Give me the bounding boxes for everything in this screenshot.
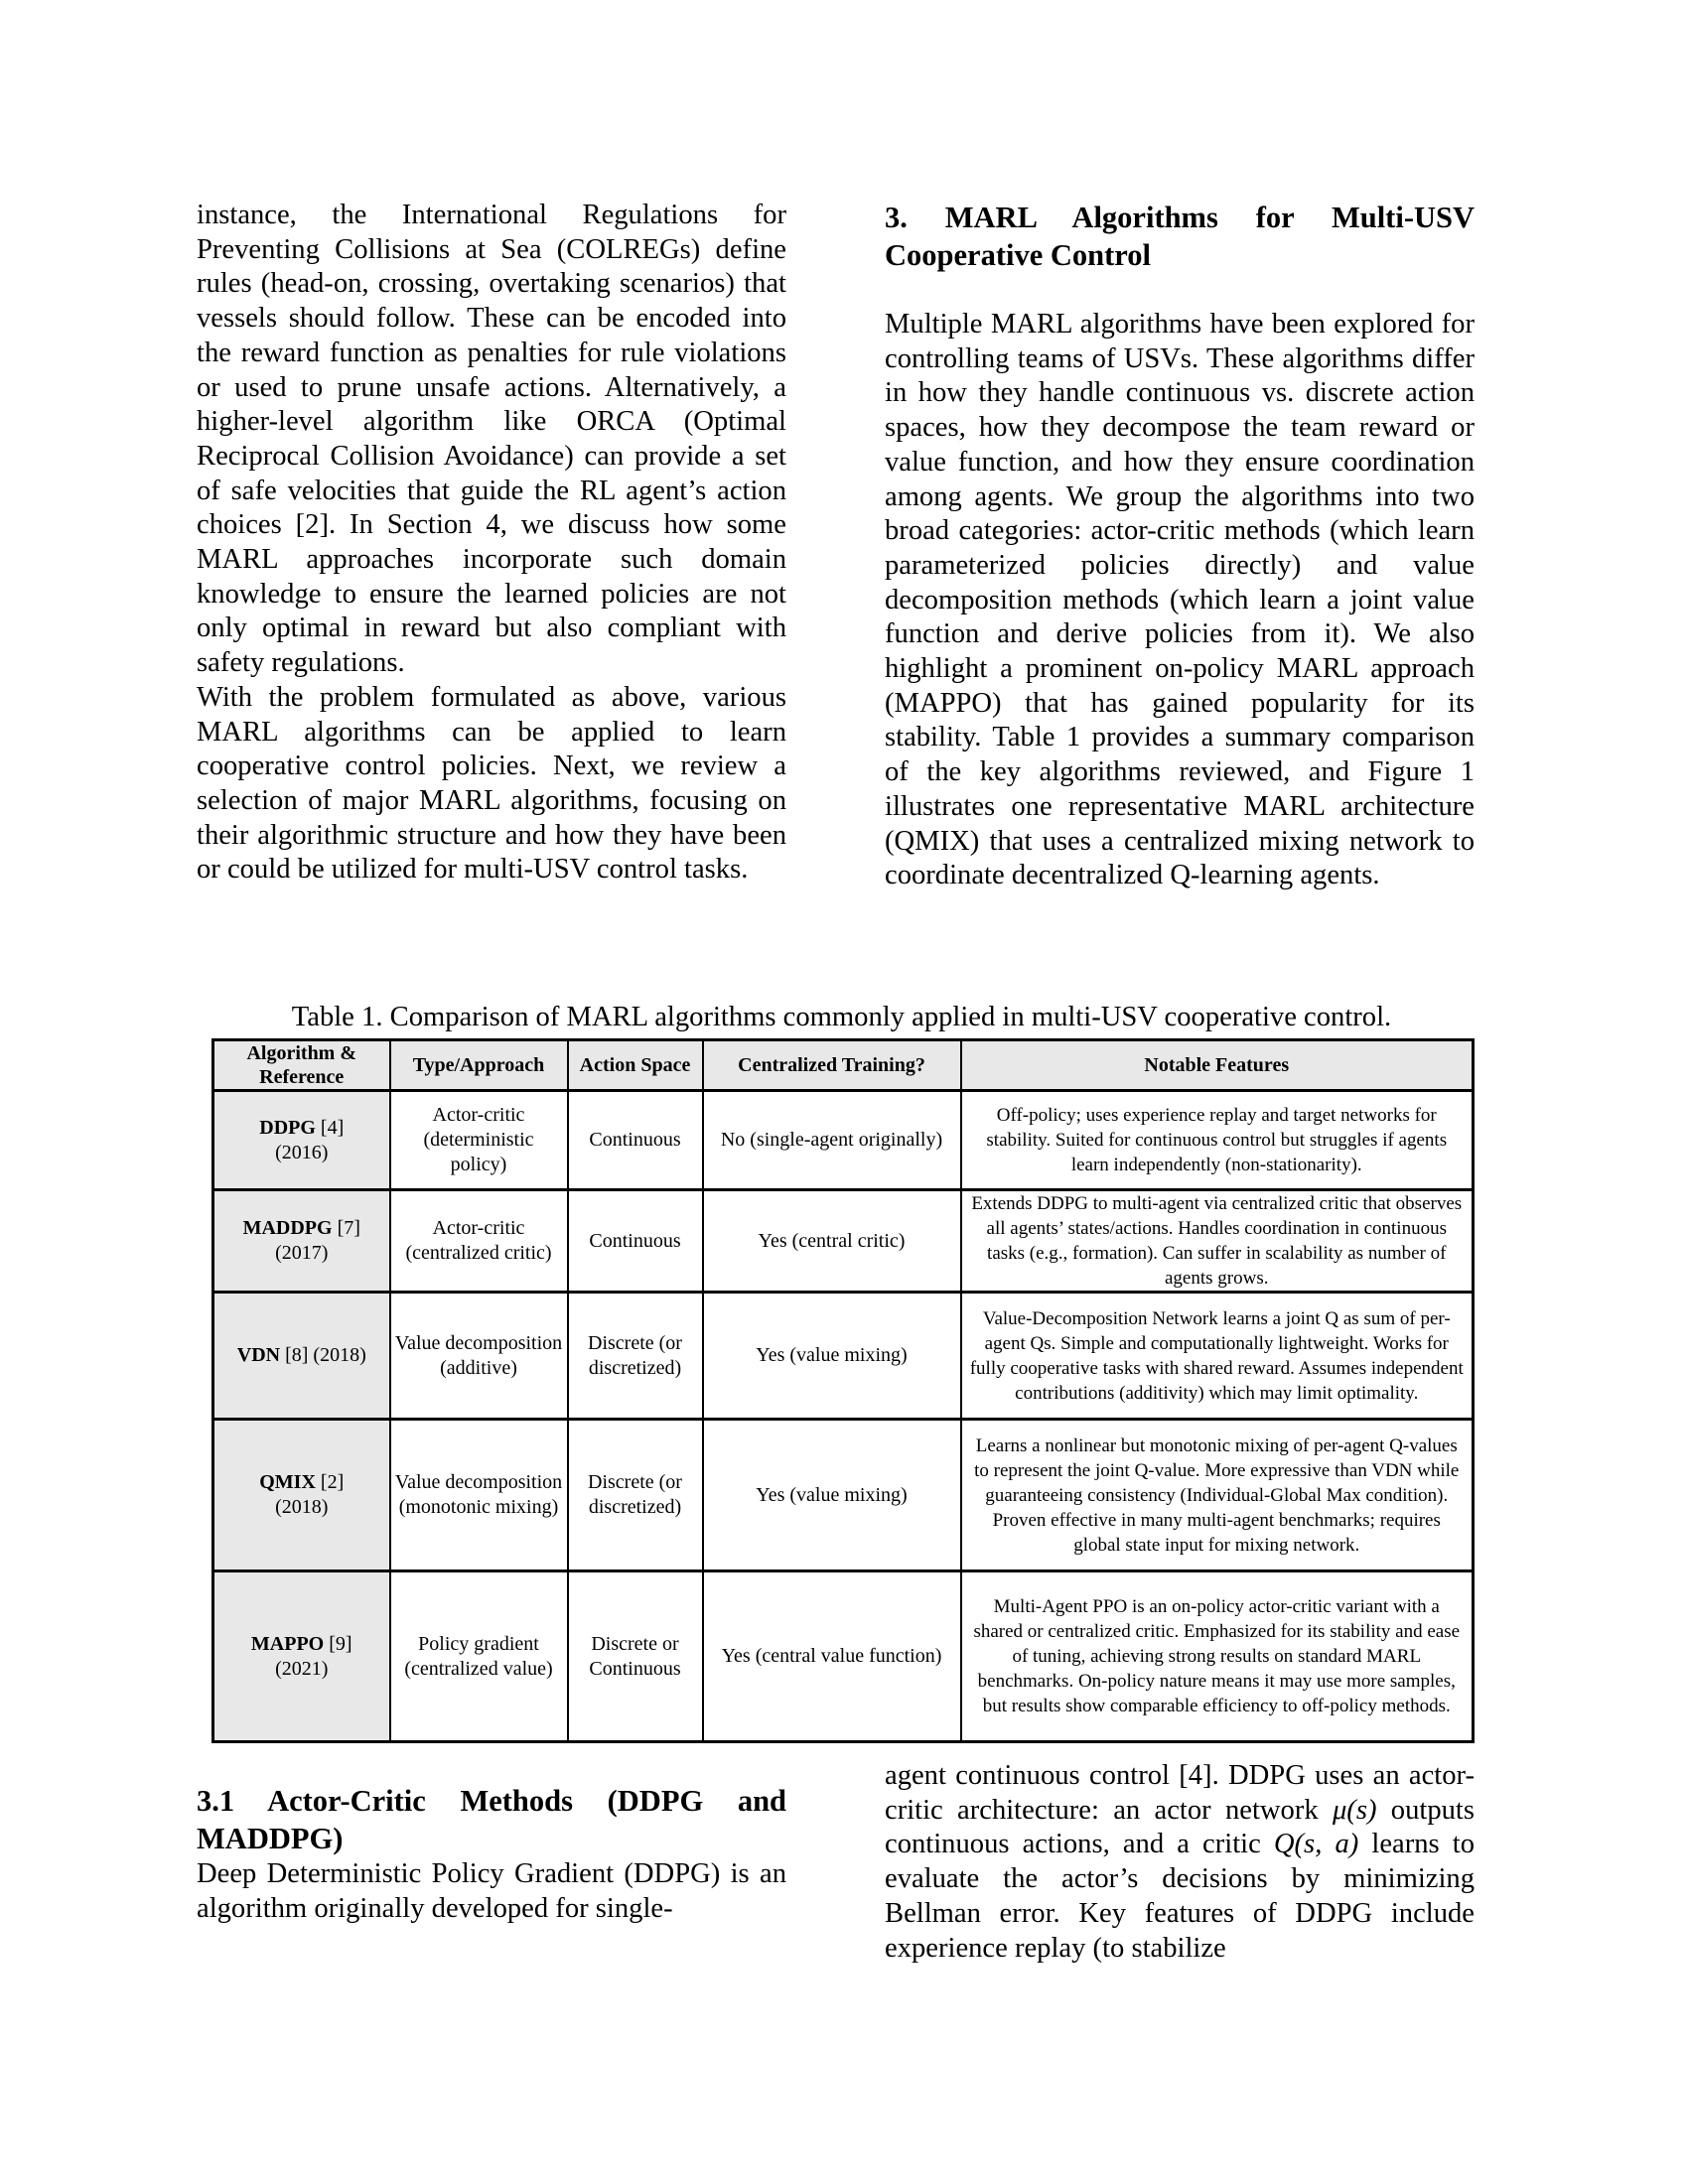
centralized-cell: Yes (value mixing): [703, 1293, 961, 1420]
features-cell: Off-policy; uses experience replay and target networks for stability. Suited for continuous control but struggles if agents learn independently (non-stationarity).: [961, 1091, 1474, 1190]
table-body: [213, 1091, 1474, 1742]
math-actor: μ(s): [1332, 1794, 1377, 1826]
spacer: [885, 274, 1475, 308]
table-row: [213, 1091, 1474, 1190]
algorithm-year: (2018): [275, 1496, 329, 1518]
algorithm-cell: [213, 1571, 390, 1742]
type-cell: Actor-critic (centralized critic): [390, 1190, 568, 1293]
algorithm-name: QMIX: [259, 1471, 316, 1493]
table-row: [213, 1293, 1474, 1420]
algorithm-cell: [213, 1420, 390, 1571]
right-column-bottom: [885, 1759, 1475, 1966]
features-cell: Value-Decomposition Network learns a joint Q as sum of per-agent Qs. Simple and computationally lightweight. Works for fully cooperative tasks with shared reward. Assumes independent contributions (additivity) which may limit optimality.: [961, 1293, 1474, 1420]
left-column-bottom: [197, 1782, 786, 1926]
column-header: Type/Approach: [390, 1040, 568, 1091]
features-cell: Learns a nonlinear but monotonic mixing of per-agent Q-values to represent the joint Q-value. More expressive than VDN while guaranteeing consistency (Individual-Global Max condition). Proven effective in many multi-agent benchmarks; requires global state input for mixing network.: [961, 1420, 1474, 1571]
left-column-top: [197, 199, 786, 887]
section-heading: 3. MARL Algorithms for Multi-USV Cooperative Control: [885, 201, 1475, 272]
table-caption: Table 1. Comparison of MARL algorithms commonly applied in multi-USV cooperative control.: [291, 1002, 1392, 1032]
centralized-cell: No (single-agent originally): [703, 1091, 961, 1190]
table-row: [213, 1190, 1474, 1293]
table-row: [213, 1571, 1474, 1742]
column-header: Action Space: [568, 1040, 703, 1091]
algorithm-cell: [213, 1091, 390, 1190]
action-space-cell: Continuous: [568, 1190, 703, 1293]
action-space-cell: Discrete (or discretized): [568, 1293, 703, 1420]
math-critic: Q(s, a): [1273, 1829, 1359, 1860]
subsection-heading: 3.1 Actor-Critic Methods (DDPG and MADDPG): [197, 1784, 786, 1855]
column-header: Algorithm & Reference: [213, 1040, 390, 1091]
type-cell: Value decomposition (additive): [390, 1293, 568, 1420]
body-paragraph: With the problem formulated as above, various MARL algorithms can be applied to learn cooperative control policies. Next, we review a selection of major MARL algorithms, focusing on their algorithmic structure and how they have been or could be utilized for multi-USV control tasks.: [197, 681, 786, 886]
algorithm-name: VDN: [236, 1344, 281, 1366]
algorithm-ref: [8] (2018): [280, 1344, 366, 1366]
algorithm-year: (2021): [275, 1657, 329, 1680]
action-space-cell: Continuous: [568, 1091, 703, 1190]
algorithm-name: DDPG: [259, 1116, 316, 1139]
algorithm-ref: [4]: [315, 1116, 345, 1139]
type-cell: Value decomposition (monotonic mixing): [390, 1420, 568, 1571]
body-paragraph: Multiple MARL algorithms have been explored for controlling teams of USVs. These algorithms differ in how they handle continuous vs. discrete action spaces, how they decompose the team reward or value function, and how they ensure coordination among agents. We group the algorithms into two broad categories: actor-critic methods (which learn parameterized policies directly) and value decomposition methods (which learn a joint value function and derive policies from it). We also highlight a prominent on-policy MARL approach (MAPPO) that has gained popularity for its stability. Table 1 provides a summary comparison of the key algorithms reviewed, and Figure 1 illustrates one representative MARL architecture (QMIX) that uses a centralized mixing network to coordinate decentralized Q-learning agents.: [885, 309, 1475, 891]
type-cell: Policy gradient (centralized value): [390, 1571, 568, 1742]
text-run: agent continuous control [4]. DDPG uses an actor-critic architecture: an actor network: [885, 1760, 1475, 1826]
right-column-top: [885, 199, 1475, 893]
table-header-row: [213, 1040, 1474, 1091]
algorithm-ref: [9]: [324, 1632, 352, 1655]
column-header: Centralized Training?: [703, 1040, 961, 1091]
algorithm-cell: [213, 1190, 390, 1293]
features-cell: Extends DDPG to multi-agent via centralized critic that observes all agents’ states/actions. Handles coordination in continuous tasks (e.g., formation). Can suffer in scalability as number of agents grows.: [961, 1190, 1474, 1293]
algorithm-ref: [2]: [315, 1471, 345, 1493]
action-space-cell: Discrete or Continuous: [568, 1571, 703, 1742]
features-cell: Multi-Agent PPO is an on-policy actor-critic variant with a shared or centralized critic. Emphasized for its stability and ease of tuning, achieving strong results on standard MARL benchmarks. On-policy nature means it may use more samples, but results show comparable efficiency to off-policy methods.: [961, 1571, 1474, 1742]
body-paragraph: instance, the International Regulations for Preventing Collisions at Sea (COLREGs) define rules (head-on, crossing, overtaking scenarios) that vessels should follow. These can be encoded into the reward function as penalties for rule violations or used to prune unsafe actions. Alternatively, a higher-level algorithm like ORCA (Optimal Reciprocal Collision Avoidance) can provide a set of safe velocities that guide the RL agent’s action choices [2]. In Section 4, we discuss how some MARL approaches incorporate such domain knowledge to ensure the learned policies are not only optimal in reward but also compliant with safety regulations.: [197, 200, 786, 679]
body-paragraph: [885, 1759, 1475, 1966]
text-run: outputs continuous actions, and a critic: [885, 1794, 1475, 1860]
action-space-cell: Discrete (or discretized): [568, 1420, 703, 1571]
algorithm-year: (2017): [275, 1242, 329, 1264]
algorithm-ref: [7]: [332, 1217, 360, 1239]
text-run: learns to evaluate the actor’s decisions by minimizing Bellman error. Key features of DDPG include experience replay (to stabilize: [885, 1829, 1475, 1964]
algorithm-year: (2016): [275, 1141, 329, 1163]
type-cell: Actor-critic (deterministic policy): [390, 1091, 568, 1190]
table-row: [213, 1420, 1474, 1571]
column-header: Notable Features: [961, 1040, 1474, 1091]
body-paragraph: Deep Deterministic Policy Gradient (DDPG) is an algorithm originally developed for single-: [197, 1858, 786, 1924]
centralized-cell: Yes (central value function): [703, 1571, 961, 1742]
comparison-table: [211, 1038, 1475, 1743]
algorithm-cell: [213, 1293, 390, 1420]
centralized-cell: Yes (central critic): [703, 1190, 961, 1293]
centralized-cell: Yes (value mixing): [703, 1420, 961, 1571]
algorithm-name: MADDPG: [242, 1217, 333, 1239]
algorithm-name: MAPPO: [250, 1632, 325, 1655]
